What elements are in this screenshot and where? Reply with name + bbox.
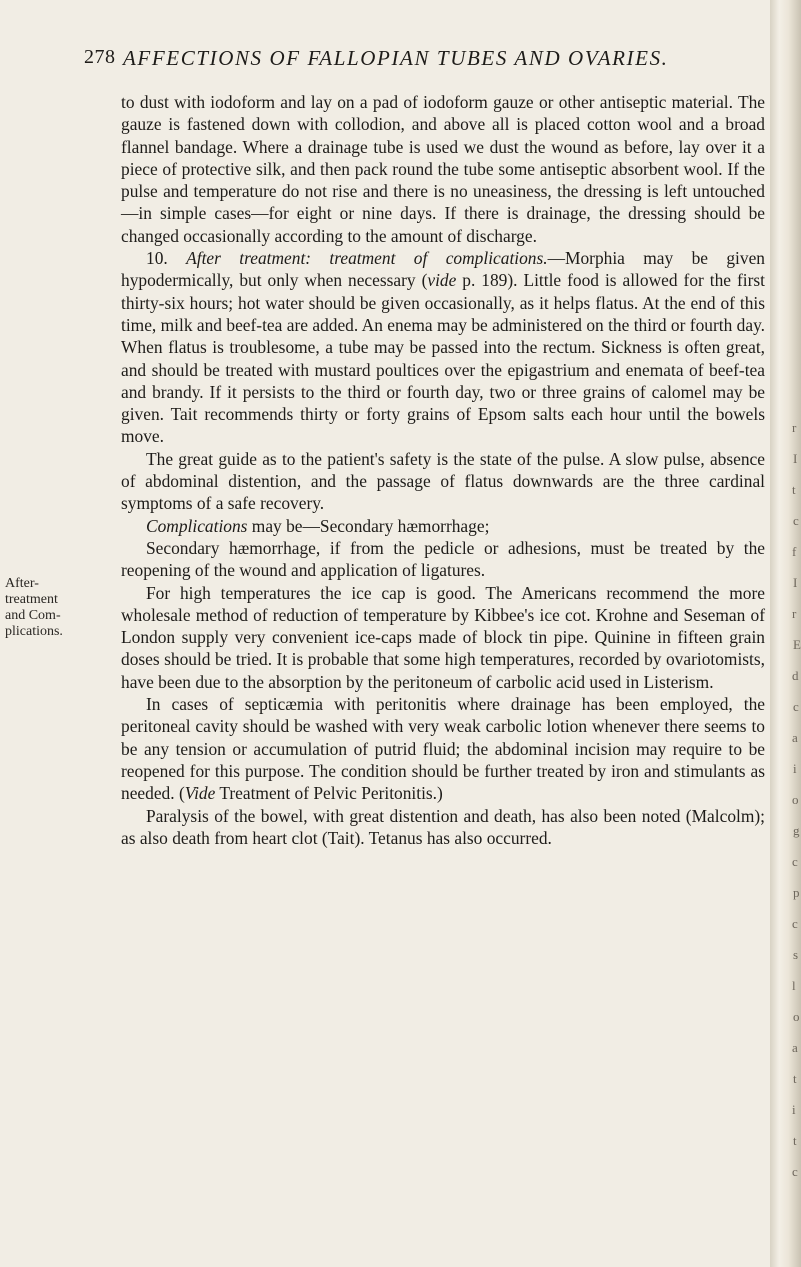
edge-letter: I: [793, 451, 798, 466]
section-heading: After treatment: treatment of complications.: [186, 248, 548, 269]
paragraph: to dust with iodoform and lay on a pad of iodoform gauze or other antiseptic material. The gauze is fastened down with collodion, and above all is placed cotton wool and a broad flannel bandage. Where a drainage tube is used we dust the wound as before, lay over it a piece of protective silk, and then pack round the tube some antiseptic absorbent wool. If the pulse and temperature do not rise and there is no uneasiness, the dressing is left untouched—in simple cases—for eight or nine days. If there is drainage, the dressing should be changed occasionally according to the amount of discharge.: [121, 92, 765, 246]
paragraph-text: p. 189). Little food is allowed for the first thirty-six hours; hot water should be given occasionally, as it helps flatus. At the end of this time, milk and beef-tea are added. An enema may be administered on the third or fourth day. When flatus is troublesome, a tube may be passed into the rectum. Sickness is often great, and should be treated with mustard poultices over the epigastrium and enemata of beef-tea and brandy. If it persists to the third or fourth day, two or three grains of calomel may be given. Tait recommends thirty or forty grains of Epsom salts each hour until the bowels move.: [121, 270, 765, 447]
edge-letter: o: [793, 1009, 800, 1024]
margin-note-line: plications.: [5, 624, 63, 639]
section-number: 10.: [146, 248, 168, 269]
paragraph-text: Treatment of Pelvic Peritonitis.): [215, 783, 443, 804]
paragraph-text: —Morphia may be given hypodermically, but only when necessary (: [121, 248, 765, 291]
edge-letter: E: [793, 637, 801, 652]
paragraph: [121, 247, 765, 448]
paragraph-text: In cases of septicæmia with peritonitis where drainage has been employed, the peritoneal cavity should be washed with very weak carbolic lotion whenever there seems to be any tension or accumulation of putrid fluid; the abdominal incision may require to be reopened for this purpose. The condition should be further treated by iron and stimulants as needed. (: [121, 694, 765, 804]
edge-letter: c: [792, 916, 798, 931]
margin-note-line: After-: [5, 576, 39, 591]
running-head: AFFECTIONS OF FALLOPIAN TUBES AND OVARIES.: [123, 46, 669, 70]
edge-letter: l: [792, 978, 796, 993]
edge-letter: c: [793, 513, 799, 528]
complications-lead: Complications: [146, 515, 248, 536]
paragraph: The great guide as to the patient's safety is the state of the pulse. A slow pulse, absence of abdominal distention, and the passage of flatus downwards are the three cardinal symptoms of a safe recovery.: [121, 448, 765, 514]
vide-reference: Vide: [184, 783, 216, 804]
margin-note: [5, 576, 63, 640]
paragraph: For high temperatures the ice cap is good. The Americans recommend the more wholesale method of reduction of temperature by Kibbee's ice cot. Krohne and Seseman of London supply very convenient ice-caps made of block tin pipe. Quinine in fifteen grain doses should be tried. It is probable that some high temperatures, recorded by ovariotomists, have been due to the absorption by the peritoneum of carbolic acid used in Listerism.: [121, 582, 765, 692]
edge-letter: t: [793, 1071, 797, 1086]
paragraph: Paralysis of the bowel, with great distention and death, has also been noted (Malcolm); as also death from heart clot (Tait). Tetanus has also occurred.: [121, 805, 765, 848]
body-text: [121, 91, 765, 849]
vide-reference: vide: [427, 270, 457, 291]
edge-letter: o: [792, 792, 799, 807]
edge-letter: i: [792, 1102, 796, 1117]
edge-letter: g: [793, 823, 800, 838]
edge-letter: p: [793, 885, 800, 900]
edge-letter: c: [792, 1164, 798, 1179]
edge-letter: a: [792, 1040, 798, 1055]
edge-letter: I: [793, 575, 798, 590]
edge-letter: c: [792, 854, 798, 869]
edge-letter: f: [792, 544, 797, 559]
adjacent-page-edge: [770, 0, 801, 1267]
paragraph: [121, 693, 765, 804]
paragraph-text: may be—Secondary hæmorrhage;: [247, 515, 490, 536]
paragraph: Secondary hæmorrhage, if from the pedicle or adhesions, must be treated by the reopening of the wound and application of ligatures.: [121, 537, 765, 581]
margin-note-line: and Com-: [5, 608, 61, 623]
edge-letter: r: [792, 606, 797, 621]
edge-letter: s: [793, 947, 799, 962]
edge-letter: i: [793, 761, 797, 776]
edge-letter: t: [792, 482, 796, 497]
page-number: 278: [84, 46, 116, 68]
margin-note-line: treatment: [5, 592, 58, 607]
edge-letter: t: [793, 1133, 797, 1148]
paragraph: [121, 515, 765, 537]
edge-letter: r: [792, 420, 797, 435]
edge-letter: c: [793, 699, 799, 714]
edge-letter: a: [792, 730, 798, 745]
edge-letter: d: [792, 668, 799, 683]
